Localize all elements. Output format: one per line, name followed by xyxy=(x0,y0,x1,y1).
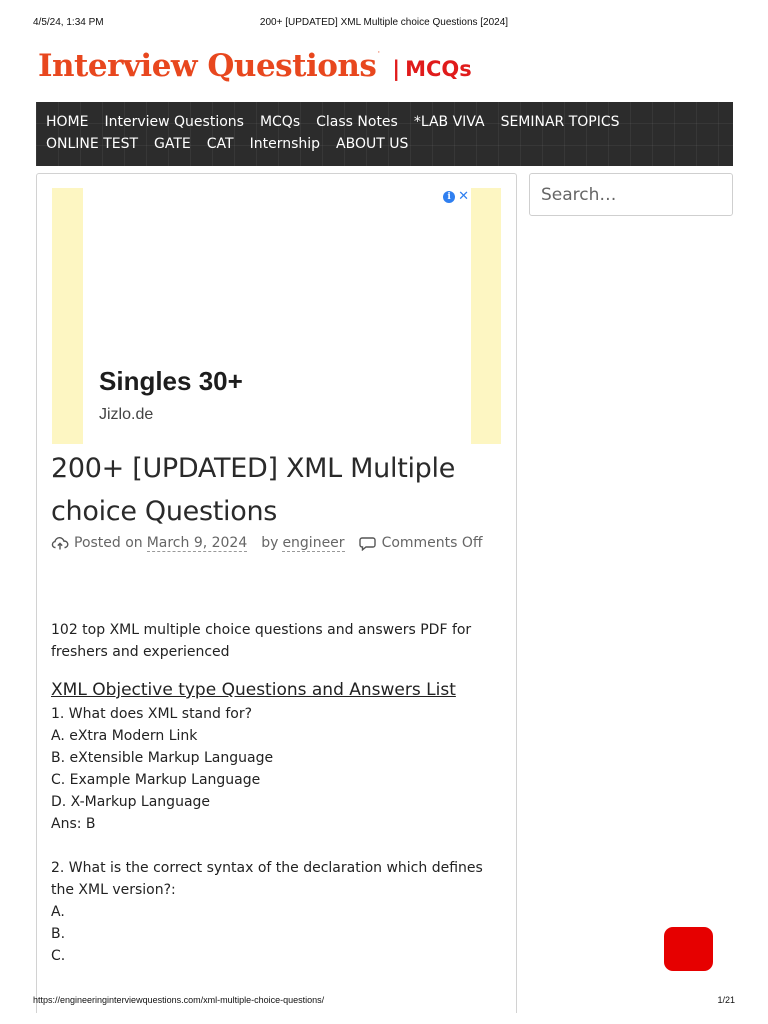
nav-item-cat[interactable]: CAT xyxy=(206,136,234,152)
post-intro: 102 top XML multiple choice questions and answers PDF for freshers and experienced xyxy=(51,622,472,660)
site-title[interactable]: Interview Questions xyxy=(38,48,377,84)
comments-status: Comments Off xyxy=(381,535,483,551)
answer-key: Ans: B xyxy=(51,816,96,832)
site-tagline: MCQs xyxy=(405,57,472,81)
print-page-number: 1/21 xyxy=(717,995,735,1005)
answer-option: B. xyxy=(51,926,66,942)
nav-item-online-test[interactable]: ONLINE TEST xyxy=(46,136,139,152)
question-block xyxy=(51,703,497,835)
answer-option: A. xyxy=(51,904,65,920)
posted-on-label: Posted on xyxy=(74,535,143,551)
scroll-to-top-button[interactable] xyxy=(664,927,713,971)
answer-option: A. eXtra Modern Link xyxy=(51,728,198,744)
post-date-link[interactable]: March 9, 2024 xyxy=(146,534,248,551)
nav-item-home[interactable]: HOME xyxy=(46,114,89,130)
author-link[interactable]: engineer xyxy=(282,534,345,551)
advertisement[interactable] xyxy=(52,188,501,444)
ad-controls xyxy=(443,190,469,204)
post-meta xyxy=(51,533,511,553)
print-header xyxy=(0,17,768,31)
brand-dot: · xyxy=(377,48,381,58)
print-document-title: 200+ [UPDATED] XML Multiple choice Questions [2024] xyxy=(259,17,509,28)
cloud-upload-icon xyxy=(51,534,69,552)
answer-option: C. xyxy=(51,948,66,964)
nav-item-mcqs[interactable]: MCQs xyxy=(259,114,301,130)
question-list xyxy=(51,703,497,967)
main-content-card xyxy=(36,173,517,1013)
answer-option: B. eXtensible Markup Language xyxy=(51,750,274,766)
question-text: 2. What is the correct syntax of the declaration which defines the XML version?: xyxy=(51,860,483,898)
print-datetime: 4/5/24, 1:34 PM xyxy=(33,17,104,28)
print-url: https://engineeringinterviewquestions.com/xml-multiple-choice-questions/ xyxy=(33,995,325,1005)
post-title: 200+ [UPDATED] XML Multiple choice Questions xyxy=(51,453,456,527)
site-branding[interactable] xyxy=(38,48,472,88)
ad-domain[interactable]: Jizlo.de xyxy=(99,406,154,423)
nav-item-internship[interactable]: Internship xyxy=(249,136,321,152)
question-block xyxy=(51,857,497,967)
ad-creative[interactable] xyxy=(83,188,471,444)
search-input[interactable] xyxy=(529,173,733,216)
ad-info-icon[interactable]: i xyxy=(443,191,455,203)
answer-option: C. Example Markup Language xyxy=(51,772,261,788)
nav-menu xyxy=(46,111,723,155)
nav-item-gate[interactable]: GATE xyxy=(154,136,191,152)
nav-item-about-us[interactable]: ABOUT US xyxy=(336,136,409,152)
question-text: 1. What does XML stand for? xyxy=(51,706,253,722)
answer-option: D. X-Markup Language xyxy=(51,794,211,810)
by-label: by xyxy=(261,535,279,551)
ad-headline[interactable]: Singles 30+ xyxy=(99,366,243,396)
section-heading: XML Objective type Questions and Answers List xyxy=(51,680,456,700)
nav-item-class-notes[interactable]: Class Notes xyxy=(316,114,398,130)
nav-item-seminar-topics[interactable]: SEMINAR TOPICS xyxy=(500,114,620,130)
main-navigation xyxy=(36,102,733,166)
post-content xyxy=(51,619,497,989)
nav-item-lab-viva[interactable]: *LAB VIVA xyxy=(413,114,485,130)
ad-close-icon[interactable]: ✕ xyxy=(458,189,469,204)
print-footer xyxy=(0,995,768,1009)
nav-item-interview-questions[interactable]: Interview Questions xyxy=(104,114,244,130)
comment-icon xyxy=(359,534,377,552)
brand-separator: | xyxy=(392,57,401,81)
